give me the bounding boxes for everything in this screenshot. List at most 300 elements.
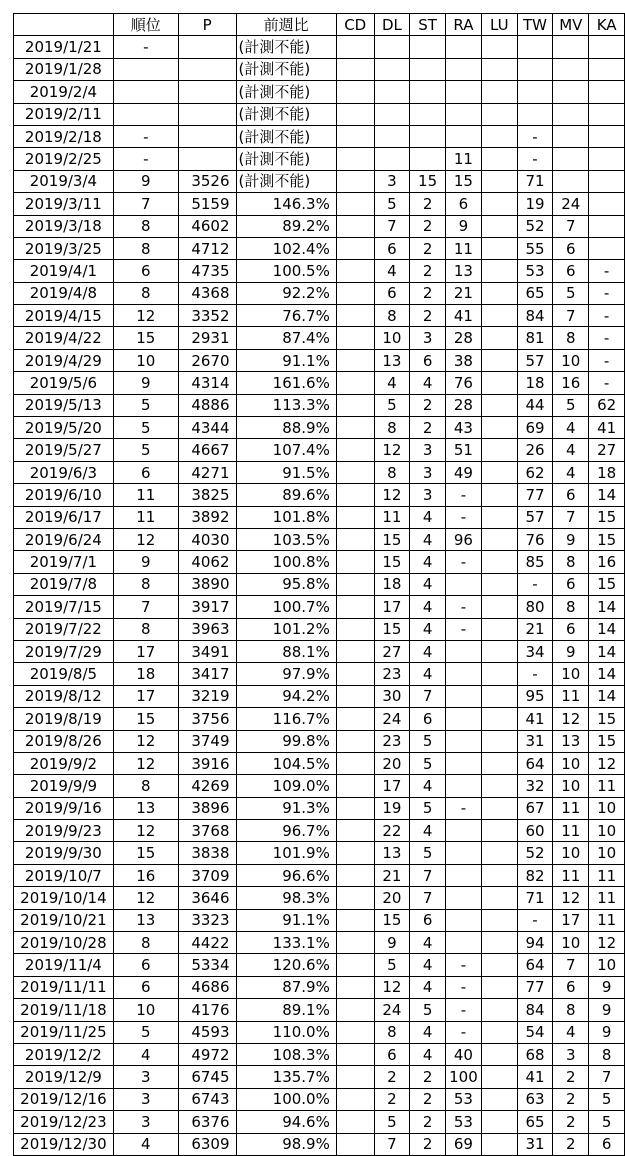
cell-points: 3219: [178, 685, 236, 707]
cell-date: 2019/12/23: [14, 1111, 114, 1133]
cell-st: 5: [410, 842, 446, 864]
cell-cd: [336, 976, 374, 998]
cell-points: 4667: [178, 439, 236, 461]
cell-tw: 65: [517, 1111, 553, 1133]
cell-mv: 7: [553, 954, 589, 976]
cell-rank: 3: [113, 1066, 178, 1088]
cell-week-ratio: 101.2%: [236, 618, 336, 640]
cell-ka: 41: [589, 417, 625, 439]
cell-ra: [445, 932, 481, 954]
cell-rank: 6: [113, 461, 178, 483]
cell-rank: 15: [113, 842, 178, 864]
cell-week-ratio: 91.1%: [236, 909, 336, 931]
table-row: [14, 506, 625, 528]
cell-tw: 31: [517, 730, 553, 752]
cell-ra: -: [445, 1021, 481, 1043]
cell-ka: 12: [589, 932, 625, 954]
cell-st: 4: [410, 663, 446, 685]
cell-st: 6: [410, 909, 446, 931]
cell-mv: 10: [553, 752, 589, 774]
cell-st: 4: [410, 551, 446, 573]
cell-cd: [336, 81, 374, 103]
table-row: [14, 1043, 625, 1065]
cell-mv: 4: [553, 461, 589, 483]
cell-week-ratio: 91.3%: [236, 797, 336, 819]
cell-tw: 55: [517, 237, 553, 259]
cell-tw: 57: [517, 349, 553, 371]
cell-lu: [481, 36, 517, 58]
table-row: [14, 752, 625, 774]
cell-dl: 8: [374, 461, 410, 483]
cell-tw: 95: [517, 685, 553, 707]
cell-cd: [336, 237, 374, 259]
cell-lu: [481, 999, 517, 1021]
cell-ra: 28: [445, 394, 481, 416]
cell-tw: 84: [517, 999, 553, 1021]
cell-ka: [589, 36, 625, 58]
cell-ra: [445, 573, 481, 595]
cell-cd: [336, 305, 374, 327]
cell-tw: 32: [517, 775, 553, 797]
cell-ka: [589, 237, 625, 259]
cell-ra: -: [445, 484, 481, 506]
cell-cd: [336, 103, 374, 125]
cell-date: 2019/1/21: [14, 36, 114, 58]
cell-rank: 9: [113, 551, 178, 573]
table-row: [14, 685, 625, 707]
cell-st: 4: [410, 618, 446, 640]
cell-points: 3756: [178, 708, 236, 730]
table-row: [14, 797, 625, 819]
cell-ra: 6: [445, 193, 481, 215]
table-row: [14, 394, 625, 416]
cell-rank: [113, 103, 178, 125]
cell-st: 4: [410, 1021, 446, 1043]
cell-cd: [336, 528, 374, 550]
cell-st: 4: [410, 640, 446, 662]
cell-ra: [445, 864, 481, 886]
cell-ra: [445, 125, 481, 147]
cell-cd: [336, 954, 374, 976]
table-row: [14, 663, 625, 685]
cell-cd: [336, 1088, 374, 1110]
cell-mv: 7: [553, 305, 589, 327]
cell-dl: 7: [374, 1133, 410, 1155]
cell-mv: 2: [553, 1133, 589, 1155]
cell-rank: 3: [113, 1088, 178, 1110]
table-row: [14, 484, 625, 506]
cell-cd: [336, 618, 374, 640]
cell-tw: 57: [517, 506, 553, 528]
cell-points: 4344: [178, 417, 236, 439]
cell-tw: -: [517, 663, 553, 685]
cell-cd: [336, 349, 374, 371]
cell-ka: [589, 125, 625, 147]
cell-st: 6: [410, 349, 446, 371]
cell-week-ratio: 107.4%: [236, 439, 336, 461]
cell-ra: 53: [445, 1088, 481, 1110]
cell-rank: 12: [113, 820, 178, 842]
cell-week-ratio: 161.6%: [236, 372, 336, 394]
cell-mv: [553, 103, 589, 125]
cell-ra: [445, 663, 481, 685]
cell-ra: -: [445, 551, 481, 573]
cell-points: 3749: [178, 730, 236, 752]
cell-ra: 49: [445, 461, 481, 483]
cell-lu: [481, 506, 517, 528]
cell-week-ratio: 96.7%: [236, 820, 336, 842]
cell-cd: [336, 596, 374, 618]
cell-ka: 11: [589, 909, 625, 931]
cell-cd: [336, 1066, 374, 1088]
cell-week-ratio: 100.8%: [236, 551, 336, 573]
cell-mv: 11: [553, 820, 589, 842]
cell-dl: [374, 125, 410, 147]
cell-ka: 15: [589, 730, 625, 752]
cell-date: 2019/5/27: [14, 439, 114, 461]
cell-rank: 8: [113, 932, 178, 954]
cell-dl: 20: [374, 887, 410, 909]
cell-date: 2019/7/29: [14, 640, 114, 662]
cell-ka: [589, 58, 625, 80]
cell-lu: [481, 81, 517, 103]
cell-dl: [374, 148, 410, 170]
cell-rank: 11: [113, 484, 178, 506]
cell-date: 2019/12/16: [14, 1088, 114, 1110]
cell-tw: [517, 36, 553, 58]
cell-mv: 8: [553, 596, 589, 618]
cell-rank: 10: [113, 349, 178, 371]
cell-cd: [336, 461, 374, 483]
cell-cd: [336, 394, 374, 416]
cell-lu: [481, 618, 517, 640]
cell-cd: [336, 193, 374, 215]
cell-tw: 64: [517, 954, 553, 976]
cell-points: 4593: [178, 1021, 236, 1043]
cell-tw: -: [517, 125, 553, 147]
cell-points: 4368: [178, 282, 236, 304]
cell-st: 3: [410, 484, 446, 506]
cell-tw: [517, 58, 553, 80]
table-row: [14, 775, 625, 797]
cell-dl: 7: [374, 215, 410, 237]
cell-week-ratio: 109.0%: [236, 775, 336, 797]
cell-lu: [481, 596, 517, 618]
table-row: [14, 349, 625, 371]
cell-week-ratio: (計測不能): [236, 58, 336, 80]
cell-st: 2: [410, 1133, 446, 1155]
cell-tw: 76: [517, 528, 553, 550]
cell-rank: 10: [113, 999, 178, 1021]
cell-date: 2019/5/13: [14, 394, 114, 416]
cell-points: 6743: [178, 1088, 236, 1110]
cell-week-ratio: 89.2%: [236, 215, 336, 237]
cell-lu: [481, 752, 517, 774]
cell-dl: 9: [374, 932, 410, 954]
cell-ra: 53: [445, 1111, 481, 1133]
table-row: [14, 1066, 625, 1088]
table-row: [14, 170, 625, 192]
cell-dl: 30: [374, 685, 410, 707]
cell-points: 4314: [178, 372, 236, 394]
cell-date: 2019/9/16: [14, 797, 114, 819]
cell-st: 2: [410, 394, 446, 416]
cell-date: 2019/6/3: [14, 461, 114, 483]
cell-mv: [553, 36, 589, 58]
header-points: P: [178, 14, 236, 36]
cell-ka: 11: [589, 864, 625, 886]
cell-dl: 12: [374, 976, 410, 998]
cell-ra: -: [445, 618, 481, 640]
cell-ka: 9: [589, 999, 625, 1021]
cell-dl: 19: [374, 797, 410, 819]
cell-lu: [481, 775, 517, 797]
cell-date: 2019/9/9: [14, 775, 114, 797]
header-dl: DL: [374, 14, 410, 36]
cell-points: 4422: [178, 932, 236, 954]
cell-ra: 38: [445, 349, 481, 371]
cell-cd: [336, 1133, 374, 1155]
cell-st: 3: [410, 327, 446, 349]
cell-lu: [481, 528, 517, 550]
cell-week-ratio: (計測不能): [236, 81, 336, 103]
cell-points: 3917: [178, 596, 236, 618]
table-row: [14, 640, 625, 662]
cell-ra: [445, 820, 481, 842]
cell-dl: 12: [374, 484, 410, 506]
cell-tw: 19: [517, 193, 553, 215]
cell-lu: [481, 282, 517, 304]
cell-points: 3417: [178, 663, 236, 685]
cell-dl: 22: [374, 820, 410, 842]
ranking-table: [13, 13, 625, 1156]
cell-points: 3526: [178, 170, 236, 192]
cell-tw: 71: [517, 170, 553, 192]
cell-week-ratio: (計測不能): [236, 170, 336, 192]
cell-points: 3963: [178, 618, 236, 640]
cell-date: 2019/2/11: [14, 103, 114, 125]
cell-date: 2019/8/5: [14, 663, 114, 685]
cell-ka: 10: [589, 842, 625, 864]
cell-rank: 12: [113, 528, 178, 550]
cell-date: 2019/6/10: [14, 484, 114, 506]
cell-lu: [481, 1088, 517, 1110]
cell-mv: 11: [553, 864, 589, 886]
header-lu: LU: [481, 14, 517, 36]
cell-lu: [481, 573, 517, 595]
cell-tw: 68: [517, 1043, 553, 1065]
cell-lu: [481, 394, 517, 416]
cell-points: 6376: [178, 1111, 236, 1133]
cell-dl: 24: [374, 708, 410, 730]
cell-week-ratio: 110.0%: [236, 1021, 336, 1043]
cell-ka: -: [589, 305, 625, 327]
cell-mv: [553, 58, 589, 80]
cell-ka: -: [589, 327, 625, 349]
cell-rank: 15: [113, 708, 178, 730]
table-row: [14, 81, 625, 103]
cell-dl: 17: [374, 775, 410, 797]
cell-tw: 54: [517, 1021, 553, 1043]
cell-points: 6745: [178, 1066, 236, 1088]
cell-date: 2019/7/1: [14, 551, 114, 573]
header-mv: MV: [553, 14, 589, 36]
cell-dl: [374, 103, 410, 125]
cell-cd: [336, 215, 374, 237]
cell-tw: 69: [517, 417, 553, 439]
cell-date: 2019/8/26: [14, 730, 114, 752]
table-row: [14, 327, 625, 349]
cell-rank: 13: [113, 797, 178, 819]
cell-points: 4972: [178, 1043, 236, 1065]
table-row: [14, 148, 625, 170]
cell-lu: [481, 708, 517, 730]
cell-mv: 2: [553, 1088, 589, 1110]
cell-date: 2019/4/1: [14, 260, 114, 282]
cell-dl: 20: [374, 752, 410, 774]
cell-rank: -: [113, 125, 178, 147]
cell-lu: [481, 685, 517, 707]
table-row: [14, 551, 625, 573]
cell-ra: [445, 36, 481, 58]
cell-cd: [336, 484, 374, 506]
cell-tw: 53: [517, 260, 553, 282]
cell-week-ratio: 91.5%: [236, 461, 336, 483]
cell-cd: [336, 909, 374, 931]
cell-ka: 5: [589, 1088, 625, 1110]
cell-ra: [445, 842, 481, 864]
cell-mv: 8: [553, 999, 589, 1021]
table-row: [14, 36, 625, 58]
cell-points: 3825: [178, 484, 236, 506]
cell-dl: 11: [374, 506, 410, 528]
cell-week-ratio: 135.7%: [236, 1066, 336, 1088]
cell-date: 2019/11/18: [14, 999, 114, 1021]
cell-mv: 6: [553, 618, 589, 640]
cell-ka: 15: [589, 528, 625, 550]
table-row: [14, 596, 625, 618]
cell-ka: 8: [589, 1043, 625, 1065]
cell-ka: [589, 170, 625, 192]
cell-ra: -: [445, 999, 481, 1021]
cell-ka: 14: [589, 596, 625, 618]
cell-week-ratio: 133.1%: [236, 932, 336, 954]
cell-tw: 82: [517, 864, 553, 886]
cell-dl: 13: [374, 349, 410, 371]
cell-st: 3: [410, 439, 446, 461]
cell-dl: 2: [374, 1066, 410, 1088]
cell-mv: 11: [553, 797, 589, 819]
cell-cd: [336, 327, 374, 349]
cell-ka: 11: [589, 775, 625, 797]
cell-points: 4271: [178, 461, 236, 483]
table-row: [14, 842, 625, 864]
cell-ra: 51: [445, 439, 481, 461]
cell-date: 2019/8/19: [14, 708, 114, 730]
cell-tw: 34: [517, 640, 553, 662]
cell-rank: 8: [113, 618, 178, 640]
table-row: [14, 215, 625, 237]
cell-cd: [336, 775, 374, 797]
cell-lu: [481, 954, 517, 976]
cell-dl: 3: [374, 170, 410, 192]
cell-cd: [336, 708, 374, 730]
cell-dl: 5: [374, 1111, 410, 1133]
table-row: [14, 999, 625, 1021]
cell-ra: -: [445, 596, 481, 618]
cell-mv: 7: [553, 215, 589, 237]
cell-date: 2019/6/24: [14, 528, 114, 550]
cell-ka: 14: [589, 484, 625, 506]
cell-ra: 9: [445, 215, 481, 237]
cell-st: 7: [410, 887, 446, 909]
cell-lu: [481, 193, 517, 215]
cell-rank: 12: [113, 752, 178, 774]
cell-lu: [481, 327, 517, 349]
cell-lu: [481, 976, 517, 998]
cell-points: 4735: [178, 260, 236, 282]
cell-tw: 94: [517, 932, 553, 954]
table-row: [14, 573, 625, 595]
cell-mv: 13: [553, 730, 589, 752]
cell-st: 4: [410, 573, 446, 595]
cell-st: [410, 148, 446, 170]
cell-ra: [445, 708, 481, 730]
cell-week-ratio: (計測不能): [236, 125, 336, 147]
cell-tw: 31: [517, 1133, 553, 1155]
cell-mv: 4: [553, 1021, 589, 1043]
cell-ka: 14: [589, 618, 625, 640]
cell-dl: 24: [374, 999, 410, 1021]
cell-date: 2019/7/15: [14, 596, 114, 618]
cell-dl: 4: [374, 260, 410, 282]
header-rank: 順位: [113, 14, 178, 36]
header-st: ST: [410, 14, 446, 36]
cell-ra: [445, 730, 481, 752]
cell-week-ratio: 108.3%: [236, 1043, 336, 1065]
cell-cd: [336, 663, 374, 685]
cell-mv: 9: [553, 528, 589, 550]
cell-ka: 9: [589, 976, 625, 998]
cell-dl: 5: [374, 193, 410, 215]
cell-date: 2019/11/11: [14, 976, 114, 998]
cell-points: 4686: [178, 976, 236, 998]
cell-cd: [336, 372, 374, 394]
cell-lu: [481, 461, 517, 483]
cell-tw: 63: [517, 1088, 553, 1110]
cell-tw: 21: [517, 618, 553, 640]
cell-ra: [445, 103, 481, 125]
cell-rank: 18: [113, 663, 178, 685]
cell-mv: 12: [553, 708, 589, 730]
cell-date: 2019/4/15: [14, 305, 114, 327]
cell-mv: [553, 148, 589, 170]
cell-tw: 84: [517, 305, 553, 327]
cell-week-ratio: (計測不能): [236, 36, 336, 58]
cell-points: [178, 58, 236, 80]
table-row: [14, 103, 625, 125]
cell-mv: 4: [553, 439, 589, 461]
cell-rank: 3: [113, 1111, 178, 1133]
cell-ka: 10: [589, 797, 625, 819]
table-row: [14, 1088, 625, 1110]
cell-tw: 26: [517, 439, 553, 461]
cell-dl: 6: [374, 237, 410, 259]
cell-week-ratio: 98.3%: [236, 887, 336, 909]
table-row: [14, 439, 625, 461]
cell-dl: 8: [374, 417, 410, 439]
cell-points: 4176: [178, 999, 236, 1021]
